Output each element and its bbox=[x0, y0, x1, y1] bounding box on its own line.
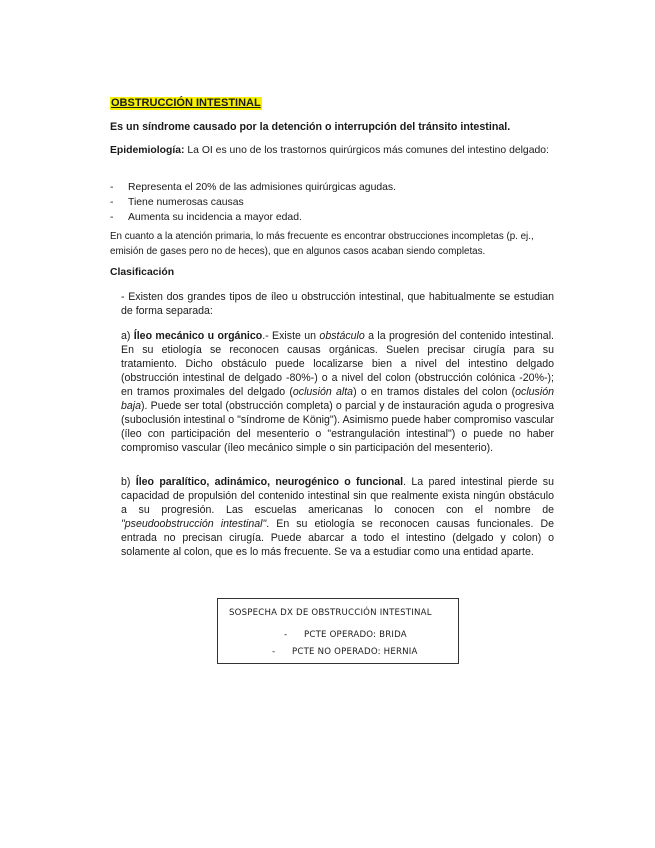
italic-term: oclusión baja bbox=[121, 386, 554, 412]
epidemiology-text: La OI es uno de los trastornos quirúrgicos más comunes del intestino delgado: bbox=[184, 145, 549, 156]
list-item-text: Representa el 20% de las admisiones quirúrgicas agudas. bbox=[128, 182, 397, 193]
suspicion-box bbox=[217, 598, 459, 664]
list-item bbox=[110, 210, 540, 225]
bullet-dash: - bbox=[110, 182, 114, 193]
suspicion-line-text: PCTE NO OPERADO: HERNIA bbox=[292, 647, 418, 657]
document-title: OBSTRUCCIÓN INTESTINAL bbox=[111, 97, 261, 109]
list-item-text: Tiene numerosas causas bbox=[128, 197, 244, 208]
paralytic-ileus-paragraph bbox=[121, 475, 554, 559]
bullet-dash: - bbox=[110, 197, 114, 208]
classification-intro: - Existen dos grandes tipos de íleo u obstrucción intestinal, que habitualmente se estudian de forma separada: bbox=[121, 291, 554, 317]
paragraph-text: .- Existe un bbox=[262, 330, 320, 342]
list-item bbox=[110, 180, 540, 195]
paragraph-text: . La pared intestinal pierde su capacidad de propulsión del contenido intestinal sin que realmente exista ningún obstáculo a su progresión. Las escuelas americanas lo conocen con el nombre de bbox=[121, 476, 554, 516]
italic-term: obstáculo bbox=[319, 330, 365, 342]
primary-care-paragraph: En cuanto a la atención primaria, lo más frecuente es encontrar obstrucciones incompletas (p. ej., emisión de gases pero no de heces), que en algunos casos acaban siendo completas. bbox=[110, 231, 534, 257]
bullet-dash: - bbox=[284, 630, 288, 640]
item-prefix: b) bbox=[121, 476, 136, 488]
list-item-text: Aumenta su incidencia a mayor edad. bbox=[128, 212, 302, 223]
italic-term: "pseudoobstrucción intestinal" bbox=[121, 518, 267, 530]
paragraph-text: a la progresión del contenido intestinal. En su etiología se reconocen causas orgánicas. Suelen precisar cirugía para su tratamiento. Dicho obstáculo puede localizarse bien a nivel del intestino delgado (obstrucción intestinal de delgado -80%-) o a nivel del colon (obstrucción colónica -20%-); en tramos proximales del delgado ( bbox=[121, 330, 554, 398]
classification-heading: Clasificación bbox=[110, 267, 175, 278]
mechanical-ileus-label: Íleo mecánico u orgánico bbox=[133, 330, 263, 342]
list-item bbox=[110, 195, 540, 210]
mechanical-ileus-paragraph bbox=[121, 329, 554, 455]
definition-sentence: Es un síndrome causado por la detención o interrupción del tránsito intestinal. bbox=[110, 121, 511, 133]
suspicion-line-text: PCTE OPERADO: BRIDA bbox=[304, 630, 407, 640]
italic-term: oclusión alta bbox=[292, 386, 354, 398]
item-prefix: a) bbox=[121, 330, 134, 342]
paragraph-text: ). Puede ser total (obstrucción completa) o parcial y de instauración aguda o progresiva (suboclusión intestinal o "síndrome de König"). Asimismo puede haber compromiso vascular (íleo con participación del mesenterio o "estrangulación intestinal") o puede no haber compromiso vascular (íleo mecánico simple o sin participación del mesenterio). bbox=[121, 400, 554, 454]
epidemiology-paragraph bbox=[110, 143, 550, 158]
epidemiology-list bbox=[110, 180, 540, 225]
suspicion-box-title: SOSPECHA DX DE OBSTRUCCIÓN INTESTINAL bbox=[229, 608, 432, 618]
paragraph-text: . En su etiología se reconocen causas funcionales. De entrada no precisan cirugía. Puede abarcar a todo el intestino (delgado y colon) o solamente al colon, que es lo más frecuente. Se va a estudiar como una entidad aparte. bbox=[121, 518, 554, 558]
paralytic-ileus-label: Íleo paralítico, adinámico, neurogénico o funcional bbox=[135, 476, 404, 488]
bullet-dash: - bbox=[110, 212, 114, 223]
suspicion-line-operated bbox=[284, 630, 407, 640]
suspicion-line-not-operated bbox=[272, 647, 418, 657]
paragraph-text: ) o en tramos distales del colon ( bbox=[353, 386, 516, 398]
epidemiology-label: Epidemiología: bbox=[110, 145, 185, 156]
bullet-dash: - bbox=[272, 647, 276, 657]
